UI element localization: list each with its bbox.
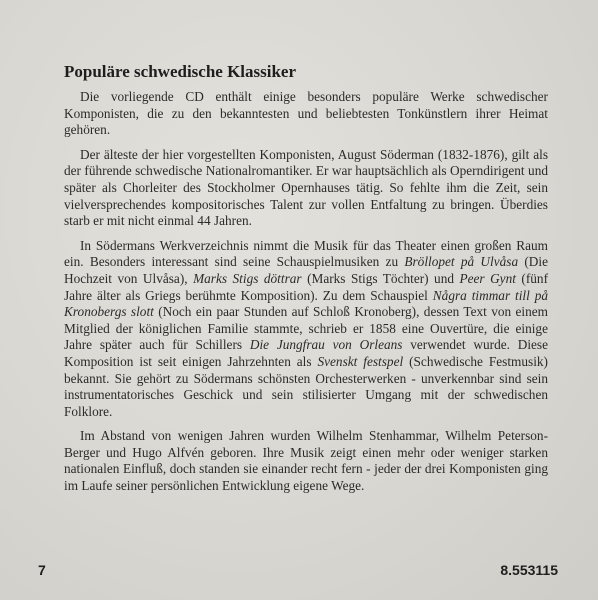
italic-title-run: Die Jungfrau von Orleans [249, 337, 403, 353]
text-run: (Die Hochzeit von Ulvåsa), [64, 254, 548, 286]
text-run: (fünf Jahre älter als Griegs berühmte Komposition). Zu dem Schauspiel [64, 270, 549, 303]
text-run: Im Abstand von wenigen Jahren wurden Wilhelm Stenhammar, Wilhelm Peterson-Berger und Hugo Alfvén geboren. Ihre Musik zeigt einen mehr oder weniger starken nationalen Einfluß, doch standen sie einander recht fern - jeder der drei Komponisten ging im Laufe seiner persönlichen Entwicklung eigene Wege. [64, 428, 548, 494]
page-title: Populäre schwedische Klassiker [64, 62, 297, 81]
article-body [64, 89, 548, 503]
italic-title-run: Svenskt festspel [317, 353, 404, 369]
italic-title-run: Peer Gynt [459, 270, 516, 286]
catalog-number: 8.553115 [500, 562, 558, 578]
italic-title-run: Bröllopet på Ulvåsa [404, 254, 519, 270]
paragraph-intro [64, 89, 548, 139]
paragraph-soderman-works [64, 238, 548, 421]
paragraph-later-composers [64, 428, 548, 494]
text-run: (Noch ein paar Stunden auf Schloß Kronoberg), dessen Text von einem Mitglied der königlichen Familie stammte, schrieb er 1858 eine Ouvertüre, die einige Jahre später auch für Schillers [64, 304, 549, 353]
paragraph-soderman-bio [64, 147, 548, 230]
text-run: In Södermans Werkverzeichnis nimmt die Musik für das Theater einen großen Raum ein. Besonders interessant sind seine Schauspielmusiken zu [64, 237, 548, 270]
text-run: Die vorliegende CD enthält einige besonders populäre Werke schwedischer Komponisten, die zu den bekanntesten und beliebtesten Tonkünstlern ihrer Heimat gehören. [64, 89, 548, 138]
italic-title-run: Några timmar till på Kronobergs slott [64, 287, 549, 320]
text-run: (Marks Stigs Töchter) und [301, 270, 460, 286]
italic-title-run: Marks Stigs döttrar [193, 270, 302, 286]
text-run: Der älteste der hier vorgestellten Komponisten, August Söderman (1832-1876), gilt als der führende schwedische Nationalromantiker. Er war hauptsächlich als Operndirigent und später als Chorleiter des Stockholmer Opernhauses tätig. So fehlte ihm die Zeit, sein vielversprechendes kompositorisches Talent zur vollen Entfaltung zu bringen. Überdies starb er mit nicht einmal 44 Jahren. [64, 146, 548, 229]
text-run: (Schwedische Festmusik) bekannt. Sie gehört zu Södermans schönsten Orchesterwerken - unverkennbar sind sein instrumentatorisches Geschick und sein stilisierter Umgang mit der schwedischen Folklore. [64, 353, 548, 419]
text-run: verwendet wurde. Diese Komposition ist seit einigen Jahrzehnten als [64, 337, 548, 369]
page-number: 7 [38, 562, 46, 578]
